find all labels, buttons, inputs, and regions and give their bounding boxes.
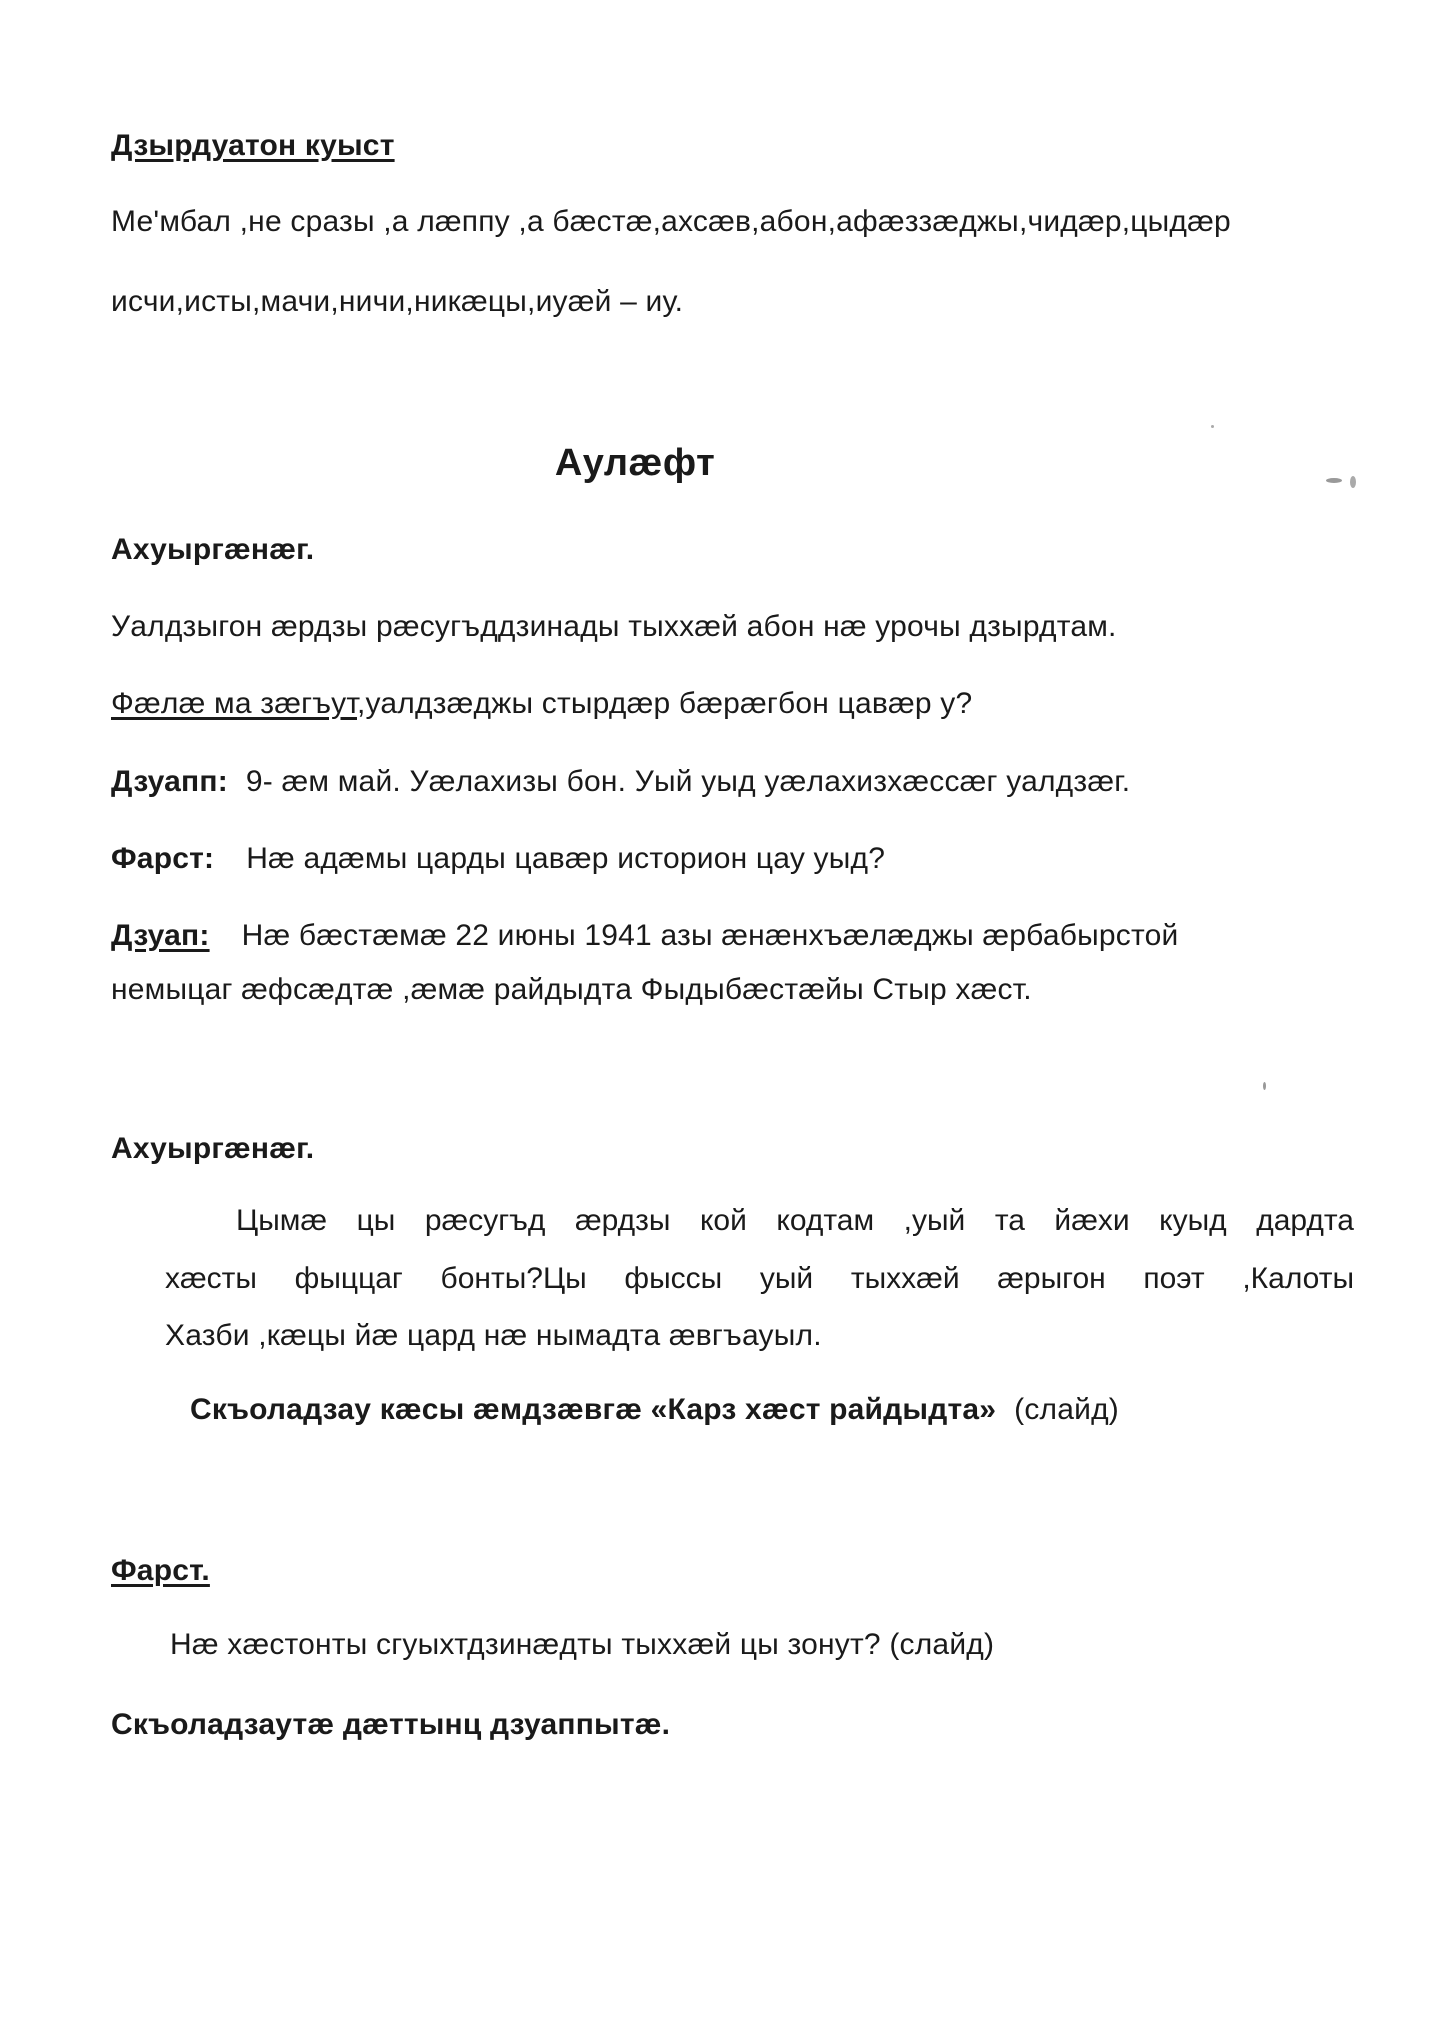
question-line [111, 686, 972, 722]
question-label: Фæлæ ма зæгъут [111, 687, 357, 720]
page-title: Аулæфт [554, 442, 716, 484]
answer-line-1 [111, 764, 1130, 800]
answer-line-2 [111, 918, 1178, 954]
recital-line [190, 1392, 1119, 1428]
teacher-label-2: Ахуыргæнæг. [111, 1132, 315, 1165]
homework-words-line-2: исчи,исты,мачи,ничи,никæцы,иуæй – иу. [111, 285, 684, 318]
teacher-statement: Уалдзыгон æрдзы рæсугъддзинады тыххæй абон нæ урочы дзырдтам. [111, 610, 1117, 643]
recital-text: Скъоладзау кæсы æмдзæвгæ «Карз хæст райдыдта» [190, 1393, 997, 1426]
scan-speck [1211, 425, 1214, 428]
homework-words-line-1: Меʹмбал ,не сразы ,а лæппу ,а бæстæ,ахсæв,абон,афæззæджы,чидæр,цыдæр [111, 205, 1231, 238]
question-text-2: Нæ хæстонты сгуыхтдзинæдты тыххæй цы зонут? (слайд) [170, 1628, 995, 1661]
answer-text-1: 9- æм май. Уæлахизы бон. Уый уыд уæлахизхæссæг уалдзæг. [245, 765, 1131, 798]
ask-line [111, 841, 885, 877]
paragraph-line-2: хæсты фыццаг бонты?Цы фыссы уый тыххæй æрыгон поэт ,Калоты [165, 1262, 1354, 1295]
paragraph-line-1: Цымæ цы рæсугъд æрдзы кой кодтам ,уый та йæхи куыд дардта [236, 1204, 1354, 1237]
answer-text-2b: немыцаг æфсæдтæ ,æмæ райдыдта Фыдыбæстæйы Стыр хæст. [111, 973, 1032, 1006]
scan-speck [1263, 1082, 1266, 1090]
scan-speck [1350, 476, 1356, 488]
question-text: ,уалдзæджы стырдæр бæрæгбон цавæр у? [356, 687, 973, 720]
ask-label: Фарст: [111, 842, 215, 875]
paragraph-line-3: Хазби ,кæцы йæ цард нæ нымадта æвгъауыл. [165, 1319, 822, 1352]
homework-heading: Дзырдуатон куыст [111, 129, 395, 162]
question-label-2: Фарст. [111, 1554, 210, 1587]
answer-label-1: Дзуапп: [111, 765, 228, 798]
ask-text: Нæ адæмы царды цавæр историон цау уыд? [246, 842, 886, 875]
answer-label-2: Дзуап: [111, 919, 210, 952]
closing-line: Скъоладзаутæ дæттынц дзуаппытæ. [111, 1708, 671, 1741]
recital-slide: (слайд) [1014, 1393, 1119, 1426]
teacher-label-1: Ахуыргæнæг. [111, 533, 315, 566]
scan-speck [1326, 478, 1342, 483]
answer-text-2a: Нæ бæстæмæ 22 июны 1941 азы æнæнхъæлæджы æрбабырстой [241, 919, 1179, 952]
